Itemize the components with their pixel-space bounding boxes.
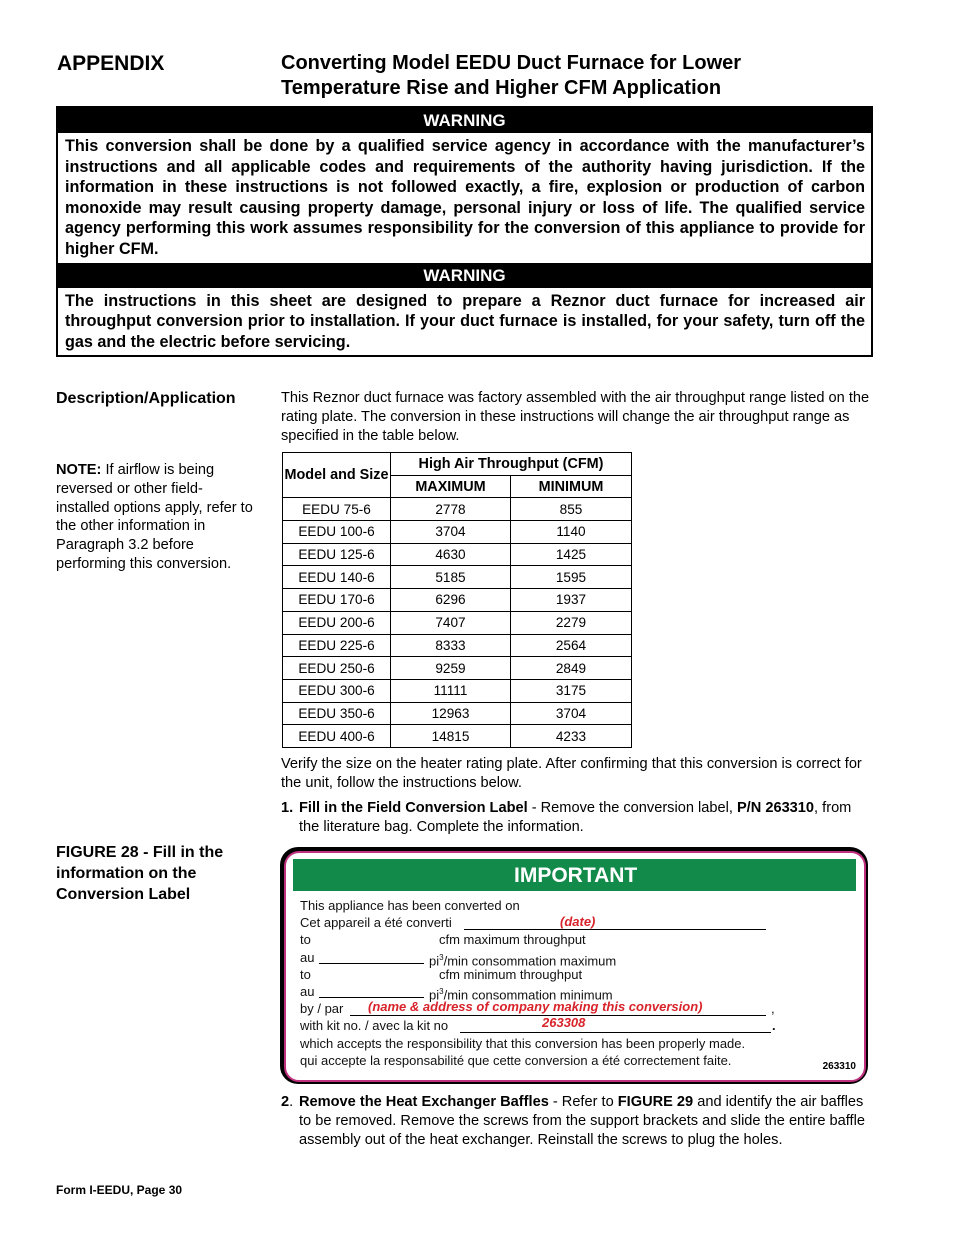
cell-max: 12963 [391, 702, 511, 725]
warning-text-1: This conversion shall be done by a qualified service agency in accordance with the manufacturer’s instructions and all applicable codes and requirements of the authority having jurisdiction. If the information in these instructions is not followed exactly, a fire, explosion or production of carbon monoxide may result causing property damage, personal injury or loss of life. The qualified service agency performing this work assumes responsibility for the conversion of this appliance to provide for higher CFM. [65, 137, 865, 258]
label-by-par: by / par [300, 1001, 344, 1017]
label-line-4 [300, 949, 852, 966]
title-line-2: Temperature Rise and Higher CFM Application [281, 77, 722, 99]
table-row [283, 611, 632, 634]
label-cfm-max: cfm maximum throughput [439, 932, 586, 948]
cell-model: EEDU 250-6 [283, 657, 391, 680]
cell-max: 7407 [391, 611, 511, 634]
cell-min: 4233 [511, 725, 632, 748]
label-line-5 [300, 966, 852, 983]
cell-model: EEDU 350-6 [283, 702, 391, 725]
label-line-1: This appliance has been converted on [300, 898, 520, 913]
cell-model: EEDU 75-6 [283, 498, 391, 521]
label-comma: , [771, 1001, 775, 1017]
cell-min: 2849 [511, 657, 632, 680]
cell-model: EEDU 300-6 [283, 679, 391, 702]
cell-max: 5185 [391, 566, 511, 589]
label-pi-min: /min consommation minimum [443, 987, 613, 1003]
model-header: Model and Size [283, 453, 391, 498]
step-1-number: 1. [281, 800, 294, 816]
cell-model: EEDU 170-6 [283, 589, 391, 612]
step-2-title: Remove the Heat Exchanger Baffles [299, 1094, 549, 1110]
step-2-figure-ref: FIGURE 29 [617, 1094, 694, 1110]
page-footer: Form I-EEDU, Page 30 [56, 1183, 183, 1197]
label-cfm-min: cfm minimum throughput [439, 966, 583, 982]
title-line-1: Converting Model EEDU Duct Furnace for Lower [281, 52, 742, 74]
description-heading: Description/Application [56, 390, 236, 407]
cell-min: 1595 [511, 566, 632, 589]
cfm-table [282, 452, 632, 748]
table-row [283, 679, 632, 702]
step-1-text-a: - Remove the conversion label, [527, 800, 737, 816]
label-pi-1: pi [429, 952, 440, 968]
note-label: NOTE: [56, 462, 102, 478]
label-au-2: au [300, 983, 315, 999]
warning-box [56, 106, 873, 357]
step-1-text-b: , from the literature bag. Complete the information. [299, 800, 852, 835]
kit-fill: 263308 [542, 1015, 586, 1031]
table-row [283, 725, 632, 748]
step-2-number: 2 [281, 1094, 290, 1110]
cell-max: 6296 [391, 589, 511, 612]
section-label: APPENDIX [57, 52, 165, 75]
cell-model: EEDU 400-6 [283, 725, 391, 748]
conversion-label-inner [284, 851, 866, 1082]
label-heading: IMPORTANT [293, 859, 856, 891]
step-1-title: Fill in the Field Conversion Label [299, 800, 528, 816]
label-au-1: au [300, 949, 315, 965]
step-2-text-a: - Refer to [548, 1094, 618, 1110]
label-line-10: qui accepte la responsabilité que cette conversion a été correctement faite. [300, 1052, 732, 1068]
label-line-9: which accepts the responsibility that this conversion has been properly made. [300, 1035, 746, 1051]
figure-caption: FIGURE 28 - Fill in the information on the Conversion Label [56, 844, 224, 903]
cell-model: EEDU 125-6 [283, 543, 391, 566]
label-kit: with kit no. / avec la kit no [300, 1018, 449, 1034]
warning-heading-1: WARNING [58, 108, 871, 133]
cell-max: 2778 [391, 498, 511, 521]
label-line-2-text: Cet appareil a été converti [300, 915, 452, 931]
table-row [283, 702, 632, 725]
table-row [283, 657, 632, 680]
cell-model: EEDU 200-6 [283, 611, 391, 634]
cell-max: 8333 [391, 634, 511, 657]
cell-min: 2279 [511, 611, 632, 634]
label-pi-2: pi [429, 987, 440, 1003]
step-1 [281, 799, 871, 837]
min-header: MINIMUM [511, 475, 632, 498]
label-line-8 [300, 1017, 852, 1034]
cell-min: 1425 [511, 543, 632, 566]
max-header: MAXIMUM [391, 475, 511, 498]
label-line-2 [300, 914, 852, 931]
cell-min: 3175 [511, 679, 632, 702]
cell-model: EEDU 140-6 [283, 566, 391, 589]
cell-model: EEDU 225-6 [283, 634, 391, 657]
table-row [283, 589, 632, 612]
cell-model: EEDU 100-6 [283, 521, 391, 544]
label-body [300, 897, 852, 1069]
warning-heading-2: WARNING [58, 263, 871, 288]
label-to-2: to [300, 966, 311, 982]
label-period: . [772, 1018, 776, 1034]
table-row [283, 498, 632, 521]
cell-max: 11111 [391, 679, 511, 702]
verify-text: Verify the size on the heater rating plate. After confirming that this conversion is correct for the unit, follow the instructions below. [281, 756, 862, 791]
table-row [283, 634, 632, 657]
date-fill: (date) [560, 914, 596, 930]
page-title [281, 51, 881, 101]
cfm-group-header: High Air Throughput (CFM) [391, 453, 632, 476]
table-body [283, 498, 632, 748]
note-text: If airflow is being reversed or other field-installed options apply, refer to the other information in Paragraph 3.2 before performing this conversion. [56, 462, 253, 572]
step-2-text-b: and identify the air baffles to be removed. Remove the screws from the support brackets and slide the entire baffle assembly out of the heat exchanger. Reinstall the screws to plug the holes. [299, 1094, 865, 1148]
cell-min: 2564 [511, 634, 632, 657]
label-pi-sup-2: 3 [439, 986, 444, 996]
conversion-label [280, 847, 868, 1084]
cell-max: 14815 [391, 725, 511, 748]
note [56, 461, 256, 574]
label-pi-sup-1: 3 [439, 952, 444, 962]
label-pi-max: /min consommation maximum [443, 952, 617, 968]
table-row [283, 521, 632, 544]
table-row [283, 543, 632, 566]
step-1-part-number: P/N 263310 [736, 800, 815, 816]
cell-min: 1140 [511, 521, 632, 544]
step-2: 2. Remove the Heat Exchanger Baffles - Refer to FIGURE 29 and identify the air baffles to be removed. Remove the screws from the support brackets and slide the entire baffle assembly out of the heat exchanger. Reinstall the screws to plug the holes. [281, 1094, 865, 1148]
cell-max: 3704 [391, 521, 511, 544]
label-part-number: 263310 [822, 1061, 856, 1072]
cell-min: 1937 [511, 589, 632, 612]
label-to-1: to [300, 932, 311, 948]
cell-max: 4630 [391, 543, 511, 566]
cell-min: 3704 [511, 702, 632, 725]
cell-min: 855 [511, 498, 632, 521]
description-intro: This Reznor duct furnace was factory assembled with the air throughput range listed on the rating plate. The conversion in these instructions will change the air throughput range as specified in the table below. [281, 390, 870, 444]
warning-text-2: The instructions in this sheet are designed to prepare a Reznor duct furnace for increased air throughput conversion prior to installation. If your duct furnace is installed, for your safety, turn off the gas and the electric before servicing. [65, 291, 865, 351]
table-row [283, 566, 632, 589]
cell-max: 9259 [391, 657, 511, 680]
label-line-3 [300, 931, 852, 948]
company-fill: (name & address of company making this conversion) [368, 999, 703, 1015]
